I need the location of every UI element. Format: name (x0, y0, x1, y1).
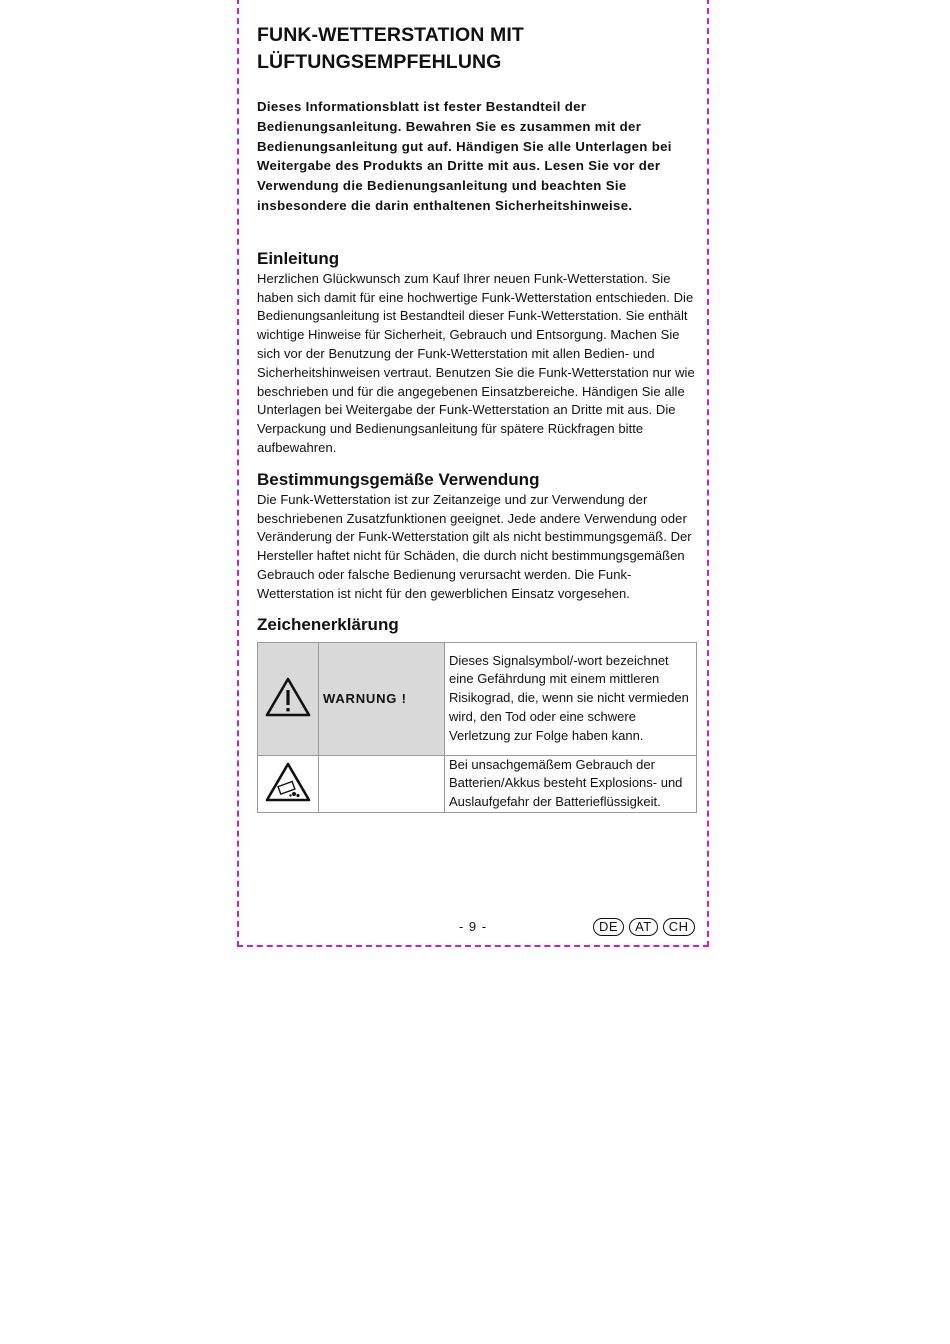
page-content (257, 22, 697, 813)
legend-description: Bei unsachgemäßem Gebrauch der Batterien/Akkus besteht Explosions- und Auslaufgefahr der Batterieflüssigkeit. (445, 755, 697, 812)
legend-row-battery (258, 755, 697, 812)
country-badge: AT (629, 918, 658, 936)
paragraph-verwendung: Die Funk-Wetterstation ist zur Zeitanzeige und zur Verwendung der beschriebenen Zusatzfunktionen geeignet. Jede andere Verwendung oder Veränderung der Funk-Wetterstation gilt als nicht bestimmungsgemäß. Der Hersteller haftet nicht für Schäden, die durch nicht bestimmungsgemäßen Gebrauch oder falsche Bedienung verursacht werden. Die Funk-Wetterstation ist nicht für den gewerblichen Einsatz vorgesehen. (257, 491, 692, 601)
country-badge: DE (593, 918, 624, 936)
legend-signal-word: WARNUNG ! (319, 642, 445, 755)
symbol-legend-table (257, 642, 697, 813)
legend-signal-word (319, 755, 445, 812)
paragraph-einleitung: Herzlichen Glückwunsch zum Kauf Ihrer neuen Funk-Wetterstation. Sie haben sich damit für eine hochwertige Funk-Wetterstation entschieden. Die Bedienungsanleitung ist Bestandteil dieser Funk-Wetterstation. Sie enthält wichtige Hinweise für Sicherheit, Gebrauch und Entsorgung. Machen Sie sich vor der Benutzung der Funk-Wetterstation mit allen Bedien- und Sicherheitshinweisen vertraut. Benutzen Sie die Funk-Wetterstation nur wie beschrieben und für die angegebenen Einsatzbereiche. Händigen Sie alle Unterlagen bei Weitergabe der Funk-Wetterstation an Dritte mit aus. Die Verpackung und Bedienungsanleitung für spätere Rückfragen bitte aufbewahren. (257, 270, 695, 455)
document-title (257, 22, 697, 76)
page-number: - 9 - (458, 919, 488, 934)
title-line-1: FUNK-WETTERSTATION MIT (257, 24, 524, 46)
intro-paragraph: Dieses Informationsblatt ist fester Bestandteil der Bedienungsanleitung. Bewahren Sie es zusammen mit der Bedienungsanleitung gut auf. Händigen Sie alle Unterlagen bei Weitergabe des Produkts an Dritte mit aus. Lesen Sie vor der Verwendung die Bedienungsanleitung und beachten Sie insbesondere die darin enthaltenen Sicherheitshinweise. (257, 99, 672, 213)
country-badge: CH (663, 918, 695, 936)
legend-row-warning (258, 642, 697, 755)
document-page (237, 0, 709, 947)
heading-verwendung: Bestimmungsgemäße Verwendung (257, 469, 540, 489)
legend-symbol-cell (258, 642, 319, 755)
country-badges (593, 918, 695, 936)
battery-hazard-icon (264, 761, 312, 803)
legend-description: Dieses Signalsymbol/-wort bezeichnet eine Gefährdung mit einem mittleren Risikograd, die, wenn sie nicht vermieden wird, den Tod oder eine schwere Verletzung zur Folge haben kann. (445, 642, 697, 755)
warning-triangle-icon (264, 676, 312, 718)
heading-zeichenerklaerung: Zeichenerklärung (257, 614, 399, 634)
legend-symbol-cell (258, 755, 319, 812)
title-line-2: LÜFTUNGSEMPFEHLUNG (257, 51, 502, 73)
heading-einleitung: Einleitung (257, 248, 340, 268)
